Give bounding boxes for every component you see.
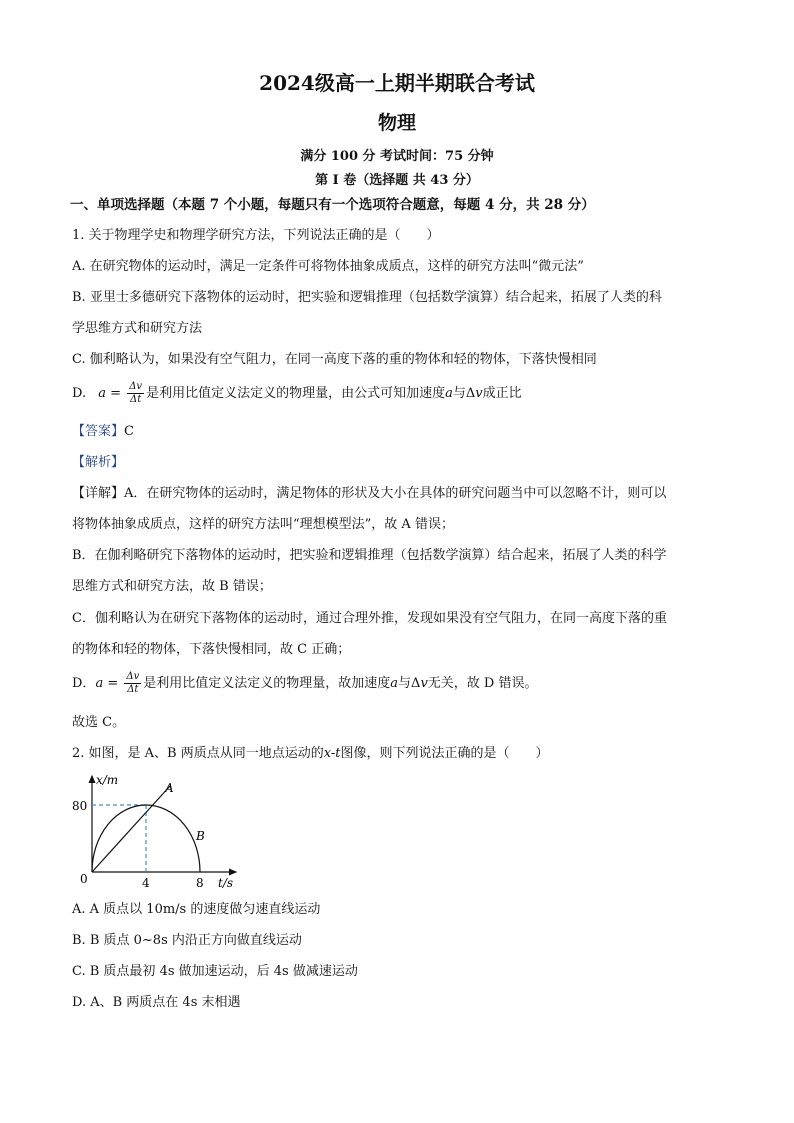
analysis-text: A．在研究物体的运动时，满足物体的形状及大小在具体的研究问题当中可以忽略不计，则可以: [124, 486, 667, 501]
velocity-symbol: v: [475, 386, 483, 401]
equals-sign: =: [107, 676, 119, 691]
y-tick-80: 80: [72, 799, 88, 813]
accel-symbol-2: a: [390, 676, 399, 691]
analysis-d-text-2: 与Δ: [398, 676, 421, 691]
question-1-option-c: C. 伽利略认为，如果没有空气阻力，在同一高度下落的重的物体和轻的物体，下落快慢相同: [72, 352, 597, 367]
xt-symbol: x-t: [323, 746, 341, 761]
answer-label: 【答案】: [72, 424, 125, 439]
fraction-denominator: Δt: [130, 394, 142, 405]
velocity-symbol: v: [420, 676, 428, 691]
analysis-para-2-line-1: B．在伽利略研究下落物体的运动时，把实验和逻辑推理（包括数学演算）结合起来，拓展了人类的科学: [72, 548, 667, 563]
answer-block: [72, 423, 134, 441]
delta-v-over-delta-t-fraction: [124, 671, 141, 696]
part-heading: 第 I 卷（选择题 共 43 分）: [315, 173, 479, 188]
analysis-para-3-line-2: 的物体和轻的物体，下落快慢相同，故 C 正确；: [72, 642, 351, 657]
option-d-text-2: 与Δ: [452, 386, 476, 401]
fraction-denominator: Δt: [127, 684, 139, 695]
option-d-text-1: 是利用比值定义法定义的物理量，由公式可知加速度: [146, 386, 446, 401]
analysis-conclusion: 故选 C。: [72, 715, 126, 730]
option-d-text-3: 成正比: [482, 386, 522, 401]
accel-symbol: a: [98, 386, 106, 401]
question-2-option-c: C. B 质点最初 4s 做加速运动，后 4s 做减速运动: [72, 964, 358, 979]
accel-symbol-2: a: [445, 386, 453, 401]
question-1-option-d: [72, 380, 522, 408]
option-d-prefix: D.: [72, 386, 87, 401]
xt-graph: [70, 770, 250, 895]
question-2-option-b: B. B 质点 0~8s 内沿正方向做直线运动: [72, 933, 302, 948]
answer-value: C: [124, 424, 134, 439]
question-2-stem-pre: 2. 如图，是 A、B 两质点从同一地点运动的: [72, 746, 324, 761]
analysis-para-1-line-1: [72, 485, 666, 503]
analysis-para-3-line-1: C．伽利略认为在研究下落物体的运动时，通过合理外推，发现如果没有空气阻力，在同一高度下落的重: [72, 611, 667, 626]
analysis-para-1-line-2: 将物体抽象成质点，这样的研究方法叫“理想模型法”，故 A 错误；: [72, 517, 454, 532]
analysis-para-2-line-2: 思维方式和研究方法，故 B 错误；: [72, 579, 272, 594]
question-2-stem-post: 图像，则下列说法正确的是（ ）: [340, 746, 549, 761]
delta-v-over-delta-t-fraction: [127, 381, 144, 406]
curve-b-label: B: [196, 829, 205, 843]
question-2-option-d: D. A、B 两质点在 4s 末相遇: [72, 995, 241, 1010]
detail-label: 【详解】: [72, 486, 125, 501]
question-1-option-b-line2: 学思维方式和研究方法: [72, 321, 203, 336]
analysis-d-text-1: 是利用比值定义法定义的物理量，故加速度: [143, 676, 391, 691]
question-1-option-b-line1: B. 亚里士多德研究下落物体的运动时，把实验和逻辑推理（包括数学演算）结合起来，拓展了人类的科: [72, 290, 662, 305]
question-2-option-a: A. A 质点以 10m/s 的速度做匀速直线运动: [72, 902, 321, 917]
x-axis-label: t/s: [218, 876, 234, 890]
subject-title: 物理: [377, 112, 416, 134]
y-axis-label: x/m: [96, 773, 119, 787]
curve-a-label: A: [165, 781, 174, 795]
exam-title: 2024级高一上期半期联合考试: [259, 71, 535, 95]
section-heading: 一、单项选择题（本题 7 个小题，每题只有一个选项符合题意，每题 4 分，共 28 分）: [70, 197, 595, 213]
fraction-numerator: Δv: [126, 671, 140, 682]
question-1-option-a: A. 在研究物体的运动时，满足一定条件可将物体抽象成质点，这样的研究方法叫“微元法”: [72, 259, 584, 274]
analysis-label: 【解析】: [72, 455, 125, 470]
line-a: [92, 786, 170, 872]
origin-label: 0: [80, 872, 88, 886]
analysis-d-prefix: D．: [72, 676, 96, 691]
accel-symbol: a: [95, 676, 104, 691]
x-tick-4: 4: [142, 876, 150, 890]
score-time-info: 满分 100 分 考试时间：75 分钟: [300, 149, 494, 164]
equals-sign: =: [110, 386, 122, 401]
fraction-numerator: Δv: [129, 381, 143, 392]
analysis-d-text-3: 无关，故 D 错误。: [427, 676, 538, 691]
x-tick-8: 8: [196, 876, 204, 890]
question-2-stem: [72, 745, 549, 763]
question-1-stem: 1. 关于物理学史和物理学研究方法，下列说法正确的是（ ）: [72, 228, 440, 243]
analysis-para-4: [72, 670, 538, 698]
